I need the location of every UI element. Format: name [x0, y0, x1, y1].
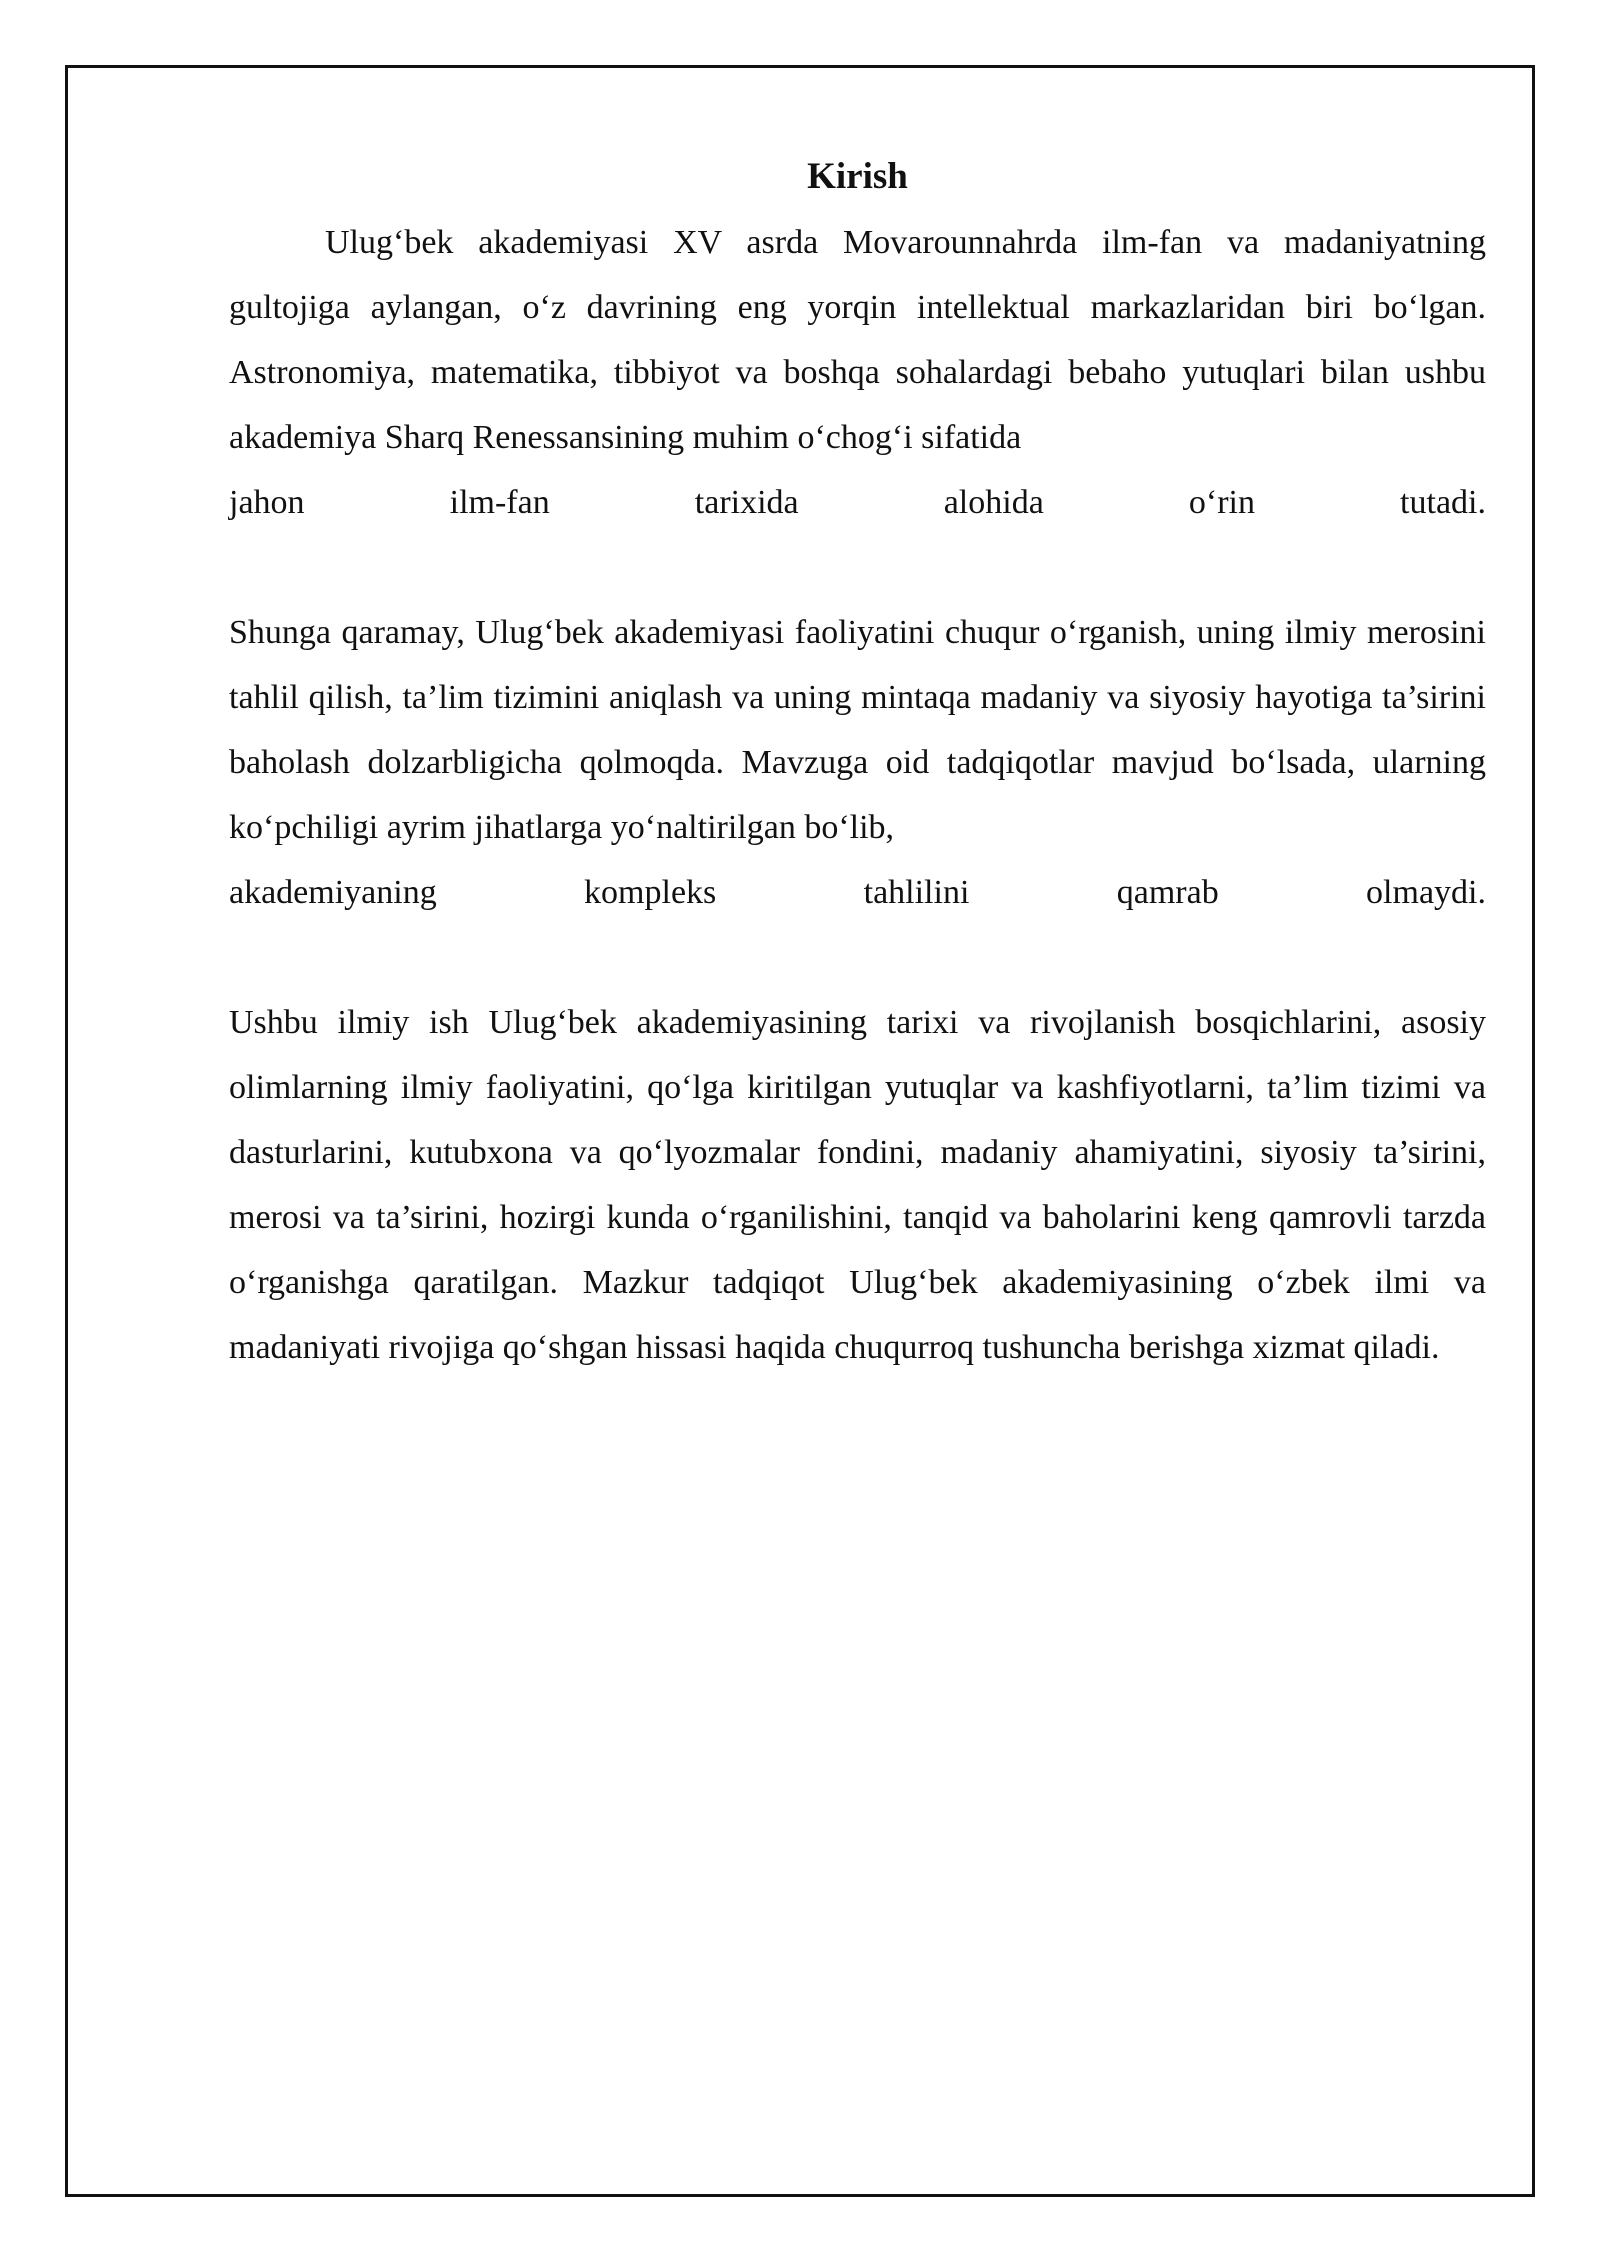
paragraph-2: Shunga qaramay, Ulug‘bek akademiyasi faoliyatini chuqur o‘rganish, uning ilmiy merosini tahlil qilish, ta’lim tizimini aniqlash va uning mintaqa madaniy va siyosiy hayotiga ta’sirini baholash dolzarbligicha qolmoqda. Mavzuga oid tadqiqotlar mavjud bo‘lsada, ularning ko‘pchiligi ayrim jihatlarga yo‘naltirilgan bo‘lib, [229, 614, 1486, 846]
paragraph-3: Ushbu ilmiy ish Ulug‘bek akademiyasining tarixi va rivojlanish bosqichlarini, asosiy olimlarning ilmiy faoliyatini, qo‘lga kiritilgan yutuqlar va kashfiyotlarni, ta’lim tizimi va dasturlarini, kutubxona va qo‘lyozmalar fondini, madaniy ahamiyatini, siyosiy ta’sirini, merosi va ta’sirini, hozirgi kunda o‘rganilishini, tanqid va baholarini keng qamrovli tarzda o‘rganishga qaratilgan. Mazkur tadqiqot Ulug‘bek akademiyasining o‘zbek ilmi va madaniyati rivojiga qo‘shgan hissasi haqida chuqurroq tushuncha berishga xizmat qiladi. [229, 1004, 1486, 1366]
paragraph-1: Ulug‘bek akademiyasi XV asrda Movarounnahrda ilm-fan va madaniyatning gultojiga aylangan, o‘z davrining eng yorqin intellektual markazlaridan biri bo‘lgan. Astronomiya, matematika, tibbiyot va boshqa sohalardagi bebaho yutuqlari bilan ushbu akademiya Sharq Renessansining muhim o‘chog‘i sifatida [229, 224, 1486, 456]
paragraph-spacer [229, 925, 1486, 990]
document-body [229, 148, 1486, 1380]
paragraph-1-last-line: jahon ilm-fan tarixida alohida o‘rin tutadi. [229, 484, 1486, 521]
document-title: Kirish [807, 156, 908, 197]
paragraph-spacer [229, 535, 1486, 600]
paragraph-2-last-line: akademiyaning kompleks tahlilini qamrab olmaydi. [229, 874, 1486, 911]
